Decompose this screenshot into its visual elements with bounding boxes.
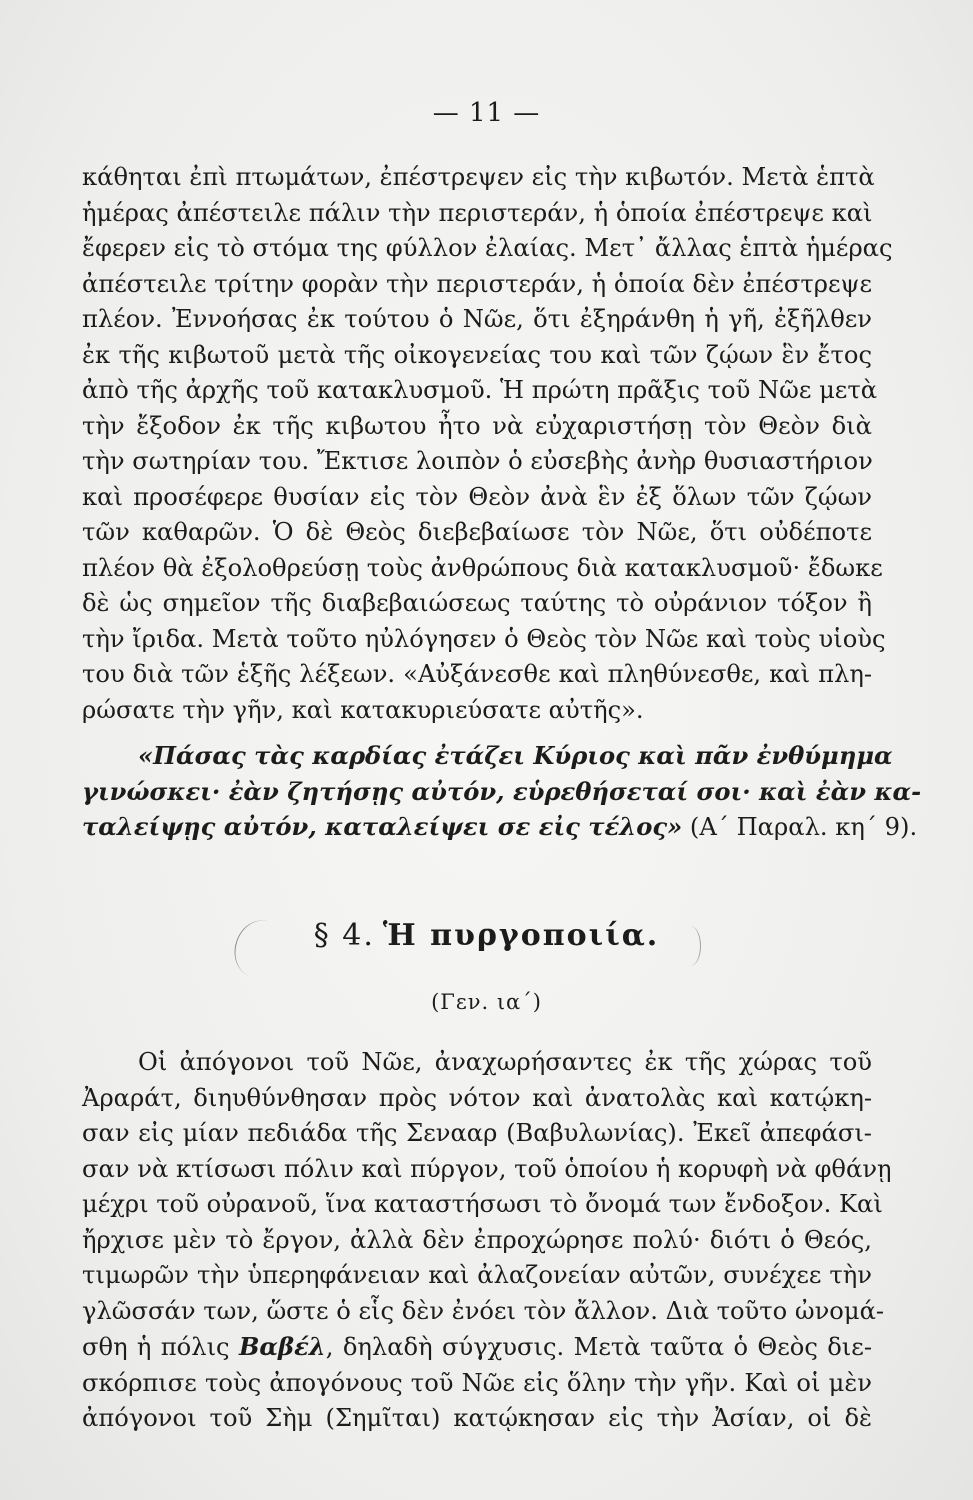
text-line: πλέον. Ἐννοήσας ἐκ τούτου ὁ Νῶε, ὅτι ἐξηράνθη ἡ γῆ, ἐξῆλθεν (82, 305, 872, 333)
babel-term: Βαβέλ (238, 1332, 326, 1361)
text-line (82, 1329, 872, 1366)
quote-text: ταλείψῃς αὐτόν, καταλείψει σε εἰς τέλος» (82, 812, 683, 841)
text-line: δὲ ὡς σημεῖον τῆς διαβεβαιώσεως ταύτης τὸ οὐράνιον τόξον ἢ (82, 589, 872, 617)
section-number: § 4. (313, 918, 375, 953)
text-line: γλῶσσάν των, ὥστε ὁ εἷς δὲν ἐνόει τὸν ἄλλον. Διὰ τοῦτο ὠνομά- (82, 1296, 885, 1325)
paragraph-flood (82, 160, 893, 728)
source-reference: (Γεν. ια΄) (431, 990, 542, 1014)
text-line: του διὰ τῶν ἑξῆς λέξεων. «Αὐξάνεσθε καὶ πληθύνεσθε, καὶ πλη- (82, 660, 872, 688)
text-line: ἀπὸ τῆς ἀρχῆς τοῦ κατακλυσμοῦ. Ἡ πρώτη πρᾶξις τοῦ Νῶε μετὰ (82, 376, 878, 404)
quote-line: γινώσκει· ἐὰν ζητήσῃς αὐτόν, εὑρεθήσεταί σοι· καὶ ἐὰν κα- (82, 776, 922, 806)
text-line: ρώσατε τὴν γῆν, καὶ κατακυριεύσατε αὐτῆς». (82, 695, 644, 724)
text-line: σαν νὰ κτίσωσι πόλιν καὶ πύργον, τοῦ ὁποίου ἡ κορυφὴ νὰ φθάνῃ (82, 1154, 892, 1183)
section-title: Ἡ πυργοποιία. (382, 918, 660, 953)
quote-line: «Πάσας τὰς καρδίας ἐτάζει Κύριος καὶ πᾶν ἐνθύμημα (138, 741, 893, 770)
quote-reference: (Α΄ Παραλ. κη΄ 9). (682, 813, 918, 841)
paragraph-tower (82, 1045, 892, 1437)
text-line: κάθηται ἐπὶ πτωμάτων, ἐπέστρεψεν εἰς τὴν κιβωτόν. Μετὰ ἑπτὰ (82, 163, 875, 191)
text-line: μέχρι τοῦ οὐρανοῦ, ἵνα καταστήσωσι τὸ ὄνομά των ἔνδοξον. Καὶ (82, 1190, 883, 1218)
text-line: ἀπόγονοι τοῦ Σὴμ (Σημῖται) κατῴκησαν εἰς τὴν Ἀσίαν, οἱ δὲ (82, 1404, 872, 1432)
text-segment: σθη ἡ πόλις (82, 1333, 239, 1361)
text-line: τὴν ἔξοδον ἐκ τῆς κιβωτου ἦτο νὰ εὐχαριστήσῃ τὸν Θεὸν διὰ (82, 411, 872, 440)
text-segment: , δηλαδὴ σύγχυσις. Μετὰ ταῦτα ὁ Θεὸς διε- (325, 1333, 872, 1361)
quote-line (82, 809, 918, 846)
text-line: σκόρπισε τοὺς ἀπογόνους τοῦ Νῶε εἰς ὅλην τὴν γῆν. Καὶ οἱ μὲν (82, 1368, 872, 1397)
text-line: ἀπέστειλε τρίτην φορὰν τὴν περιστεράν, ἡ ὁποία δὲν ἐπέστρεψε (82, 269, 872, 298)
text-line: Ἀραράτ, διηυθύνθησαν πρὸς νότον καὶ ἀνατολὰς καὶ κατῴκη- (82, 1083, 872, 1112)
text-line: τῶν καθαρῶν. Ὁ δὲ Θεὸς διεβεβαίωσε τὸν Νῶε, ὅτι οὐδέποτε (82, 518, 872, 546)
text-line: ἔφερεν εἰς τὸ στόμα της φύλλον ἐλαίας. Μετ᾽ ἄλλας ἑπτὰ ἡμέρας (82, 234, 893, 262)
scripture-quote (82, 738, 922, 846)
text-line: σαν εἰς μίαν πεδιάδα τῆς Σενααρ (Βαβυλωνίας). Ἐκεῖ ἀπεφάσι- (82, 1119, 872, 1147)
text-line: καὶ προσέφερε θυσίαν εἰς τὸν Θεὸν ἀνὰ ἓν ἐξ ὅλων τῶν ζῴων (82, 482, 872, 511)
text-line: ἤρχισε μὲν τὸ ἔργον, ἀλλὰ δὲν ἐπροχώρησε πολύ· διότι ὁ Θεός, (82, 1225, 872, 1254)
text-line: ἐκ τῆς κιβωτοῦ μετὰ τῆς οἰκογενείας του καὶ τῶν ζῴων ἓν ἔτος (82, 340, 872, 369)
text-line: Οἱ ἀπόγονοι τοῦ Νῶε, ἀναχωρήσαντες ἐκ τῆς χώρας τοῦ (138, 1048, 872, 1076)
page-number: — 11 — (432, 98, 541, 128)
text-line: πλέον θὰ ἐξολοθρεύσῃ τοὺς ἀνθρώπους διὰ κατακλυσμοῦ· ἔδωκε (82, 553, 883, 582)
text-line: τὴν ἴριδα. Μετὰ τοῦτο ηὐλόγησεν ὁ Θεὸς τὸν Νῶε καὶ τοὺς υἱοὺς (82, 624, 886, 653)
text-line: ἡμέρας ἀπέστειλε πάλιν τὴν περιστεράν, ἡ ὁποία ἐπέστρεψε καὶ (82, 198, 873, 227)
text-line: τιμωρῶν τὴν ὑπερηφάνειαν καὶ ἀλαζονείαν αὐτῶν, συνέχεε τὴν (82, 1261, 872, 1289)
section-heading (0, 918, 973, 953)
text-line: τὴν σωτηρίαν του. Ἔκτισε λοιπὸν ὁ εὐσεβὴς ἀνὴρ θυσιαστήριον (82, 447, 873, 475)
